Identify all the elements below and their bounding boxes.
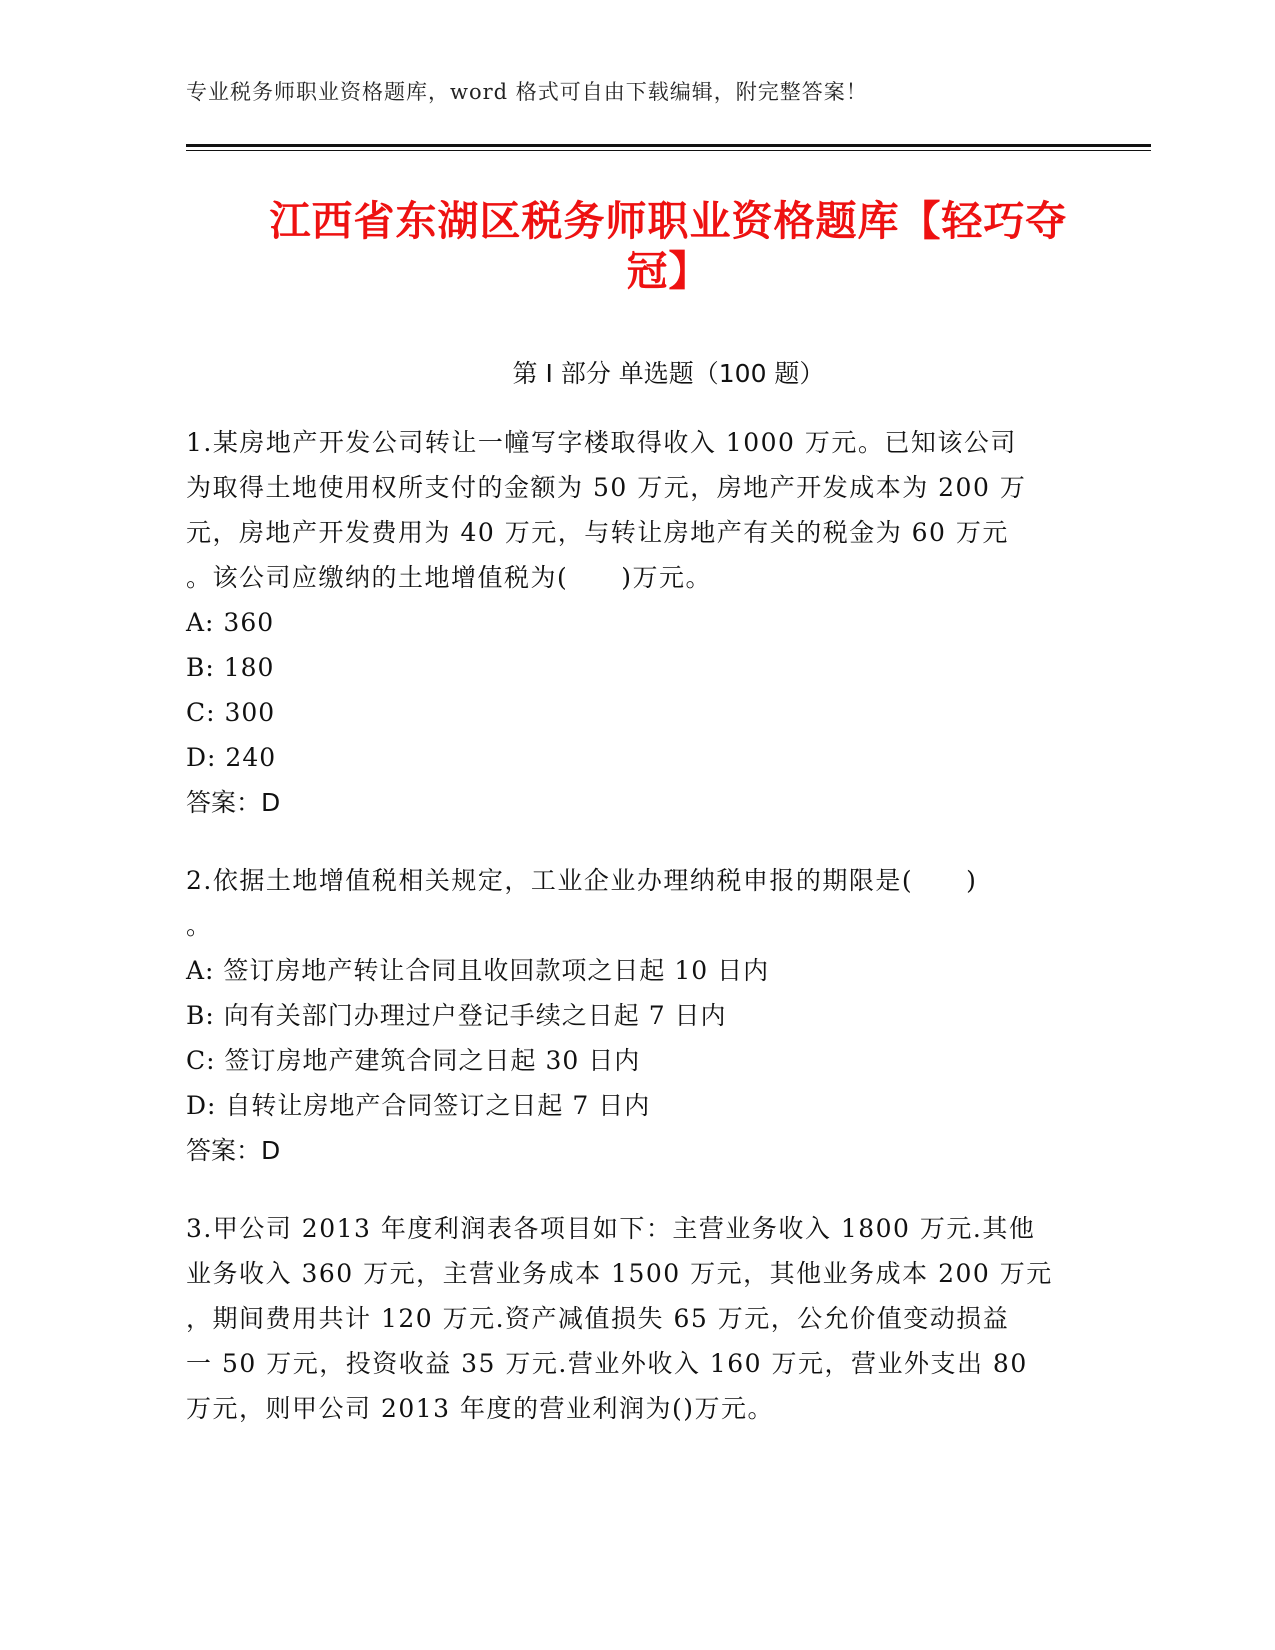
- question-2: [186, 858, 1066, 1173]
- header-divider: [186, 144, 1151, 151]
- document-title-line-2: 冠】: [626, 247, 711, 295]
- option-b: B: 180: [186, 653, 275, 682]
- question-stem-line: 2.依据土地增值税相关规定，工业企业办理纳税申报的期限是( ): [186, 866, 978, 895]
- question-stem-line: 1.某房地产开发公司转让一幢写字楼取得收入 1000 万元。已知该公司: [186, 428, 1017, 457]
- question-stem-line: 3.甲公司 2013 年度利润表各项目如下：主营业务收入 1800 万元.其他: [186, 1214, 1036, 1243]
- option-a: A: 签订房地产转让合同且收回款项之日起 10 日内: [186, 956, 770, 985]
- question-stem-line: 一 50 万元，投资收益 35 万元.营业外收入 160 万元，营业外支出 80: [186, 1349, 1028, 1378]
- option-d: D: 自转让房地产合同签订之日起 7 日内: [186, 1091, 651, 1120]
- header-note: 专业税务师职业资格题库，word 格式可自由下载编辑，附完整答案！: [186, 80, 868, 104]
- document-title-line-1: 江西省东湖区税务师职业资格题库【轻巧夺: [269, 197, 1068, 245]
- option-c: C: 300: [186, 698, 276, 727]
- question-stem-line: 业务收入 360 万元，主营业务成本 1500 万元，其他业务成本 200 万元: [186, 1259, 1053, 1288]
- question-stem-line: 万元，则甲公司 2013 年度的营业利润为()万元。: [186, 1394, 775, 1423]
- option-d: D: 240: [186, 743, 277, 772]
- answer: 答案：D: [186, 788, 281, 817]
- question-stem-line: 。该公司应缴纳的土地增值税为( )万元。: [186, 563, 713, 592]
- question-1: [186, 420, 1066, 825]
- option-c: C: 签订房地产建筑合同之日起 30 日内: [186, 1046, 641, 1075]
- option-b: B: 向有关部门办理过户登记手续之日起 7 日内: [186, 1001, 727, 1030]
- question-3: [186, 1206, 1066, 1431]
- question-stem-line: 。: [186, 911, 213, 940]
- question-stem-line: ，期间费用共计 120 万元.资产减值损失 65 万元，公允价值变动损益: [186, 1304, 1010, 1333]
- answer: 答案：D: [186, 1136, 281, 1165]
- option-a: A: 360: [186, 608, 275, 637]
- section-title: 第 I 部分 单选题（100 题）: [512, 359, 825, 388]
- question-stem-line: 为取得土地使用权所支付的金额为 50 万元，房地产开发成本为 200 万: [186, 473, 1027, 502]
- question-stem-line: 元，房地产开发费用为 40 万元，与转让房地产有关的税金为 60 万元: [186, 518, 1009, 547]
- document-title: [186, 196, 1151, 296]
